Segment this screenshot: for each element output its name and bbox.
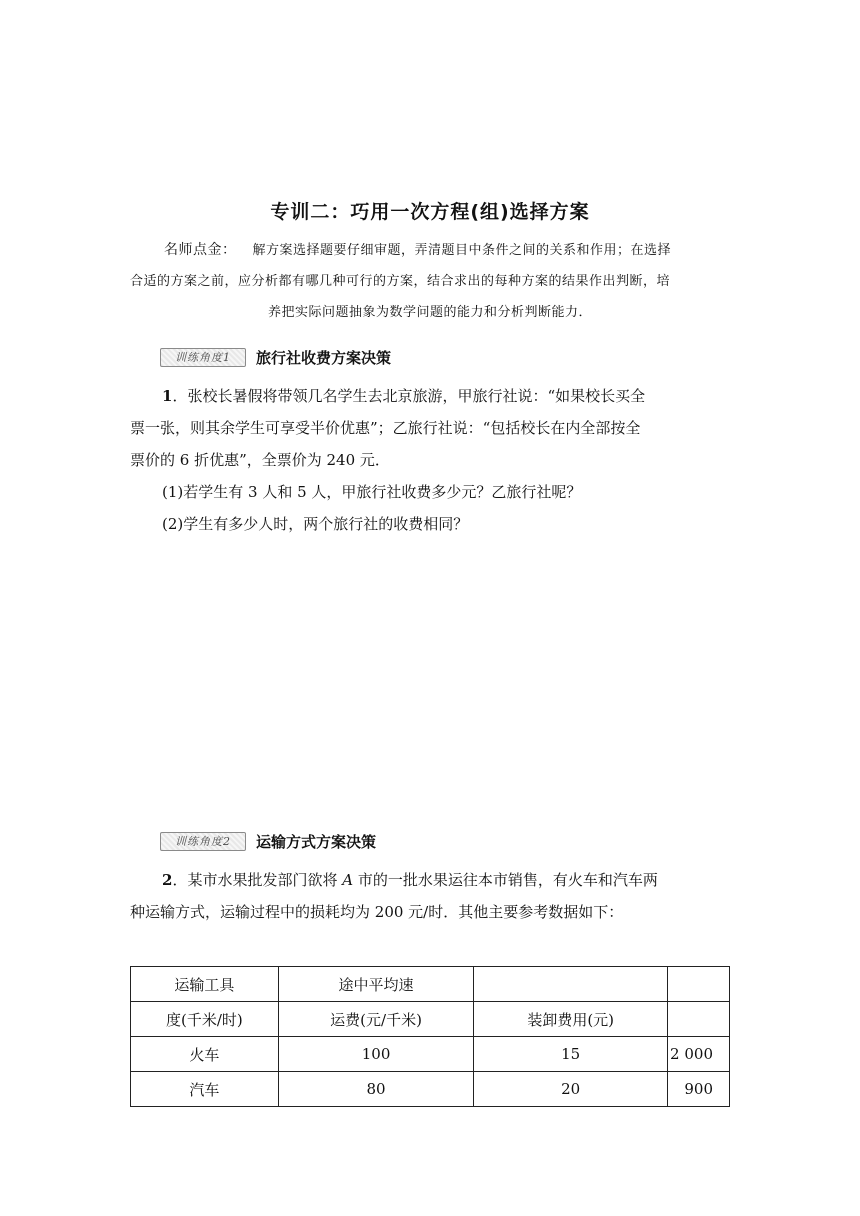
problem-1-number: 1 [162, 387, 173, 405]
table-cell: 途中平均速 [278, 967, 474, 1002]
teacher-tip [130, 235, 730, 328]
problem-1-line-2: 票一张，则其余学生可享受半价优惠”；乙旅行社说：“包括校长在内全部按全 [130, 419, 641, 437]
table-cell [668, 1002, 730, 1037]
section-2-badge: 训练角度2 [160, 832, 246, 851]
problem-1-line-3: 票价的 6 折优惠”，全票价为 240 元． [130, 451, 390, 469]
table-cell: 汽车 [131, 1072, 279, 1107]
table-row [131, 1002, 730, 1037]
problem-1-question-2: (2)学生有多少人时，两个旅行社的收费相同？ [162, 515, 469, 533]
table-cell: 15 [474, 1037, 668, 1072]
tip-line-2: 合适的方案之前，应分析都有哪几种可行的方案，结合求出的每种方案的结果作出判断，培 [130, 274, 671, 289]
problem-1 [130, 380, 730, 540]
table-cell: 装卸费用(元) [474, 1002, 668, 1037]
tip-line-3: 养把实际问题抽象为数学问题的能力和分析判断能力． [267, 305, 592, 320]
section-1-title: 旅行社收费方案决策 [256, 348, 392, 367]
problem-2-line-2: 种运输方式，运输过程中的损耗均为 200 元/时．其他主要参考数据如下： [130, 903, 624, 921]
table-cell: 运费(元/千米) [278, 1002, 474, 1037]
table-cell: 度(千米/时) [131, 1002, 279, 1037]
problem-2 [130, 864, 730, 928]
table-row [131, 1037, 730, 1072]
problem-2-line-1b: 市的一批水果运往本市销售，有火车和汽车两 [353, 871, 658, 889]
table-cell: 2 000 [668, 1037, 730, 1072]
table-cell [474, 967, 668, 1002]
transport-data-table [130, 966, 730, 1107]
table-cell: 900 [668, 1072, 730, 1107]
problem-2-line-1a: ．某市水果批发部门欲将 [172, 871, 343, 889]
section-1-badge: 训练角度1 [160, 348, 246, 367]
problem-2-city: A [342, 871, 354, 889]
problem-1-line-1: ．张校长暑假将带领几名学生去北京旅游，甲旅行社说：“如果校长买全 [172, 387, 646, 405]
table-cell: 火车 [131, 1037, 279, 1072]
page-title: 专训二：巧用一次方程(组)选择方案 [270, 201, 590, 223]
table-cell: 80 [278, 1072, 474, 1107]
section-2-header [160, 830, 376, 852]
section-2-title: 运输方式方案决策 [256, 832, 377, 851]
table-cell: 运输工具 [131, 967, 279, 1002]
problem-1-question-1: (1)若学生有 3 人和 5 人，甲旅行社收费多少元？乙旅行社呢？ [162, 483, 582, 501]
problem-2-number: 2 [162, 871, 173, 889]
table-cell [668, 967, 730, 1002]
tip-line-1: 解方案选择题要仔细审题，弄清题目中条件之间的关系和作用；在选择 [252, 243, 672, 258]
table-cell: 100 [278, 1037, 474, 1072]
tip-label: 名师点金： [164, 242, 237, 258]
table-row [131, 1072, 730, 1107]
table-cell: 20 [474, 1072, 668, 1107]
table-row [131, 967, 730, 1002]
section-1-header [160, 346, 391, 368]
